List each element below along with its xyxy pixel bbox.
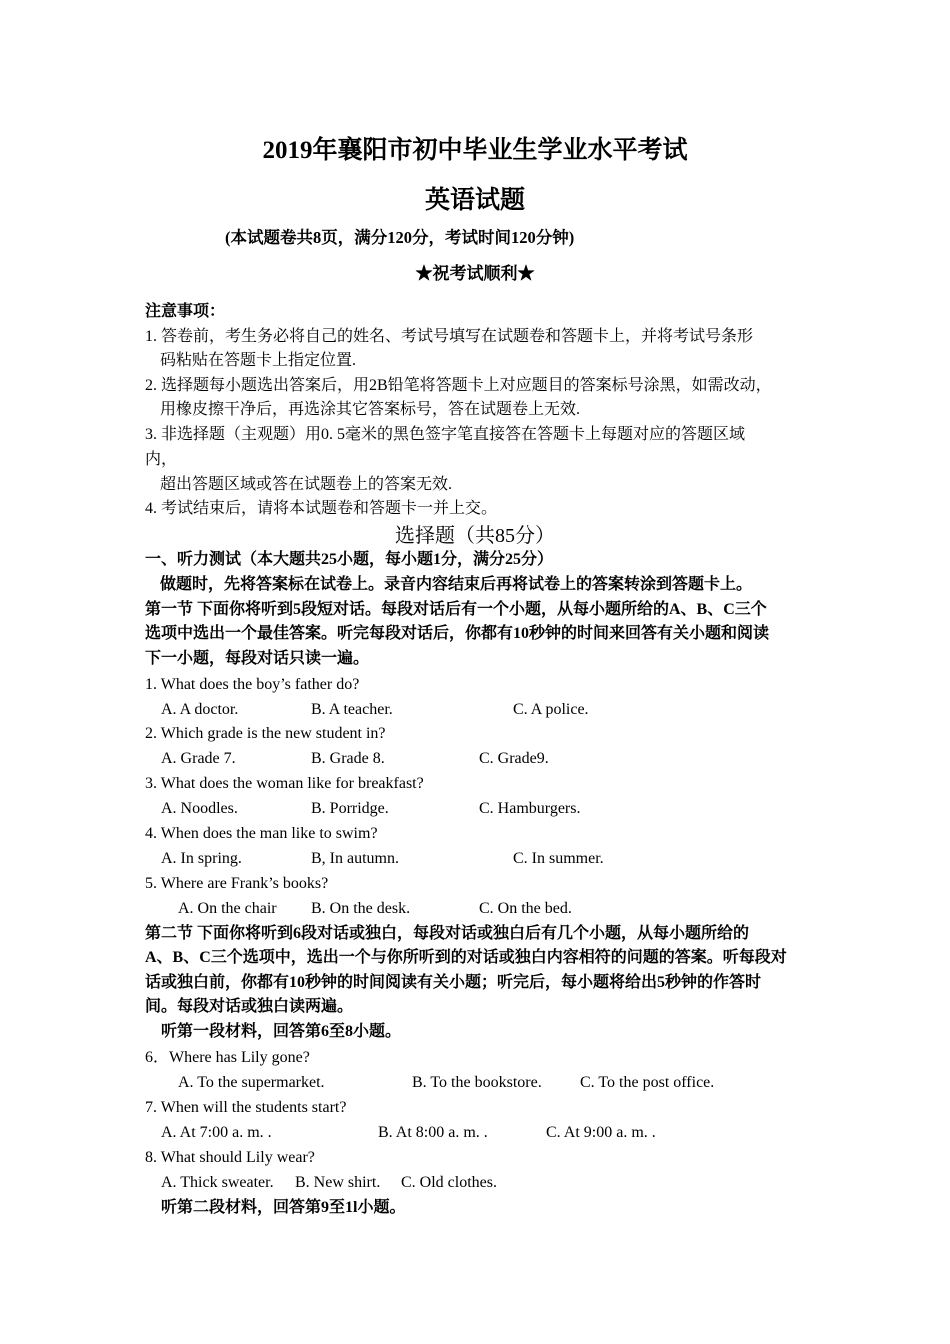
sec1-line: 选项中选出一个最佳答案。听完每段对话后，你都有10秒钟的时间来回答有关小题和阅读 [145,625,770,642]
option-b: B. Grade 8. [311,750,385,767]
option-c: C. Grade9. [479,750,549,767]
option-c: C. In summer. [513,850,604,867]
question: 6．Where has Lily gone? [145,1049,310,1066]
question: 3. What does the woman like for breakfast? [145,775,424,792]
option-a: A. Noodles. [161,800,238,817]
option-c: C. At 9:00 a. m. . [546,1124,656,1141]
part1-heading: 一、听力测试（本大题共25小题，每小题1分，满分25分） [145,551,554,568]
option-c: C. Hamburgers. [479,800,581,817]
sec2-line: 间。每段对话或独白读两遍。 [145,998,354,1015]
option-a: A. To the supermarket. [178,1074,325,1091]
option-a: A. Grade 7. [161,750,236,767]
question: 8. What should Lily wear? [145,1149,315,1166]
question: 5. Where are Frank’s books? [145,875,329,892]
good-luck-line: ★祝考试顺利★ [415,264,535,283]
option-b: B. On the desk. [311,900,411,917]
notice-line: 用橡皮擦干净后，再选涂其它答案标号，答在试题卷上无效. [160,401,581,418]
option-a: A. On the chair [178,900,277,917]
part1-instruction: 做题时，先将答案标在试卷上。录音内容结束后再将试卷上的答案转涂到答题卡上。 [160,576,753,593]
listen-instruction: 听第一段材料，回答第6至8小题。 [161,1023,402,1040]
notice-line: 码粘贴在答题卡上指定位置. [160,352,357,369]
sec1-line: 第一节 下面你将听到5段短对话。每段对话后有一个小题，从每小题所给的A、B、C三个 [145,601,767,618]
option-b: B. To the bookstore. [412,1074,542,1091]
subject-title: 英语试题 [424,187,525,214]
option-a: A. At 7:00 a. m. . [161,1124,272,1141]
notice-line: 超出答题区域或答在试题卷上的答案无效. [160,476,453,493]
question: 2. Which grade is the new student in? [145,725,386,742]
option-b: B. A teacher. [311,701,393,718]
option-b: B. Porridge. [311,800,389,817]
notice-heading: 注意事项： [145,303,226,320]
exam-subtitle: (本试题卷共8页，满分120分，考试时间120分钟) [225,228,575,247]
option-b: B. At 8:00 a. m. . [378,1124,488,1141]
section-title: 选择题（共85分） [395,525,555,547]
option-a: A. A doctor. [161,701,239,718]
sec2-line: A、B、C三个选项中，选出一个与你所听到的对话或独白内容相符的问题的答案。听每段对 [145,949,787,966]
notice-line: 内， [145,451,178,468]
sec2-line: 话或独白前，你都有10秒钟的时间阅读有关小题；听完后，每小题将给出5秒钟的作答时 [145,974,762,991]
option-c: C. A police. [513,701,589,718]
option-b: B, In autumn. [311,850,399,867]
question: 7. When will the students start? [145,1099,347,1116]
sec1-line: 下一小题，每段对话只读一遍。 [145,650,370,667]
option-c: C. Old clothes. [401,1174,497,1191]
notice-line: 3. 非选择题（主观题）用0. 5毫米的黑色签字笔直接答在答题卡上每题对应的答题区域 [145,426,746,443]
option-a: A. Thick sweater. [161,1174,274,1191]
notice-line: 1. 答卷前，考生务必将自己的姓名、考试号填写在试题卷和答题卡上，并将考试号条形 [145,328,754,345]
notice-line: 2. 选择题每小题选出答案后，用2B铅笔将答题卡上对应题目的答案标号涂黑，如需改动， [145,377,772,394]
option-c: C. To the post office. [580,1074,715,1091]
question: 4. When does the man like to swim? [145,825,378,842]
exam-title: 2019年襄阳市初中毕业生学业水平考试 [262,137,688,164]
listen-instruction: 听第二段材料，回答第9至1l小题。 [161,1199,406,1216]
notice-line: 4. 考试结束后，请将本试题卷和答题卡一并上交。 [145,500,498,517]
question: 1. What does the boy’s father do? [145,676,360,693]
sec2-line: 第二节 下面你将听到6段对话或独白，每段对话或独白后有几个小题，从每小题所给的 [145,925,750,942]
option-b: B. New shirt. [295,1174,381,1191]
option-a: A. In spring. [161,850,242,867]
option-c: C. On the bed. [479,900,572,917]
